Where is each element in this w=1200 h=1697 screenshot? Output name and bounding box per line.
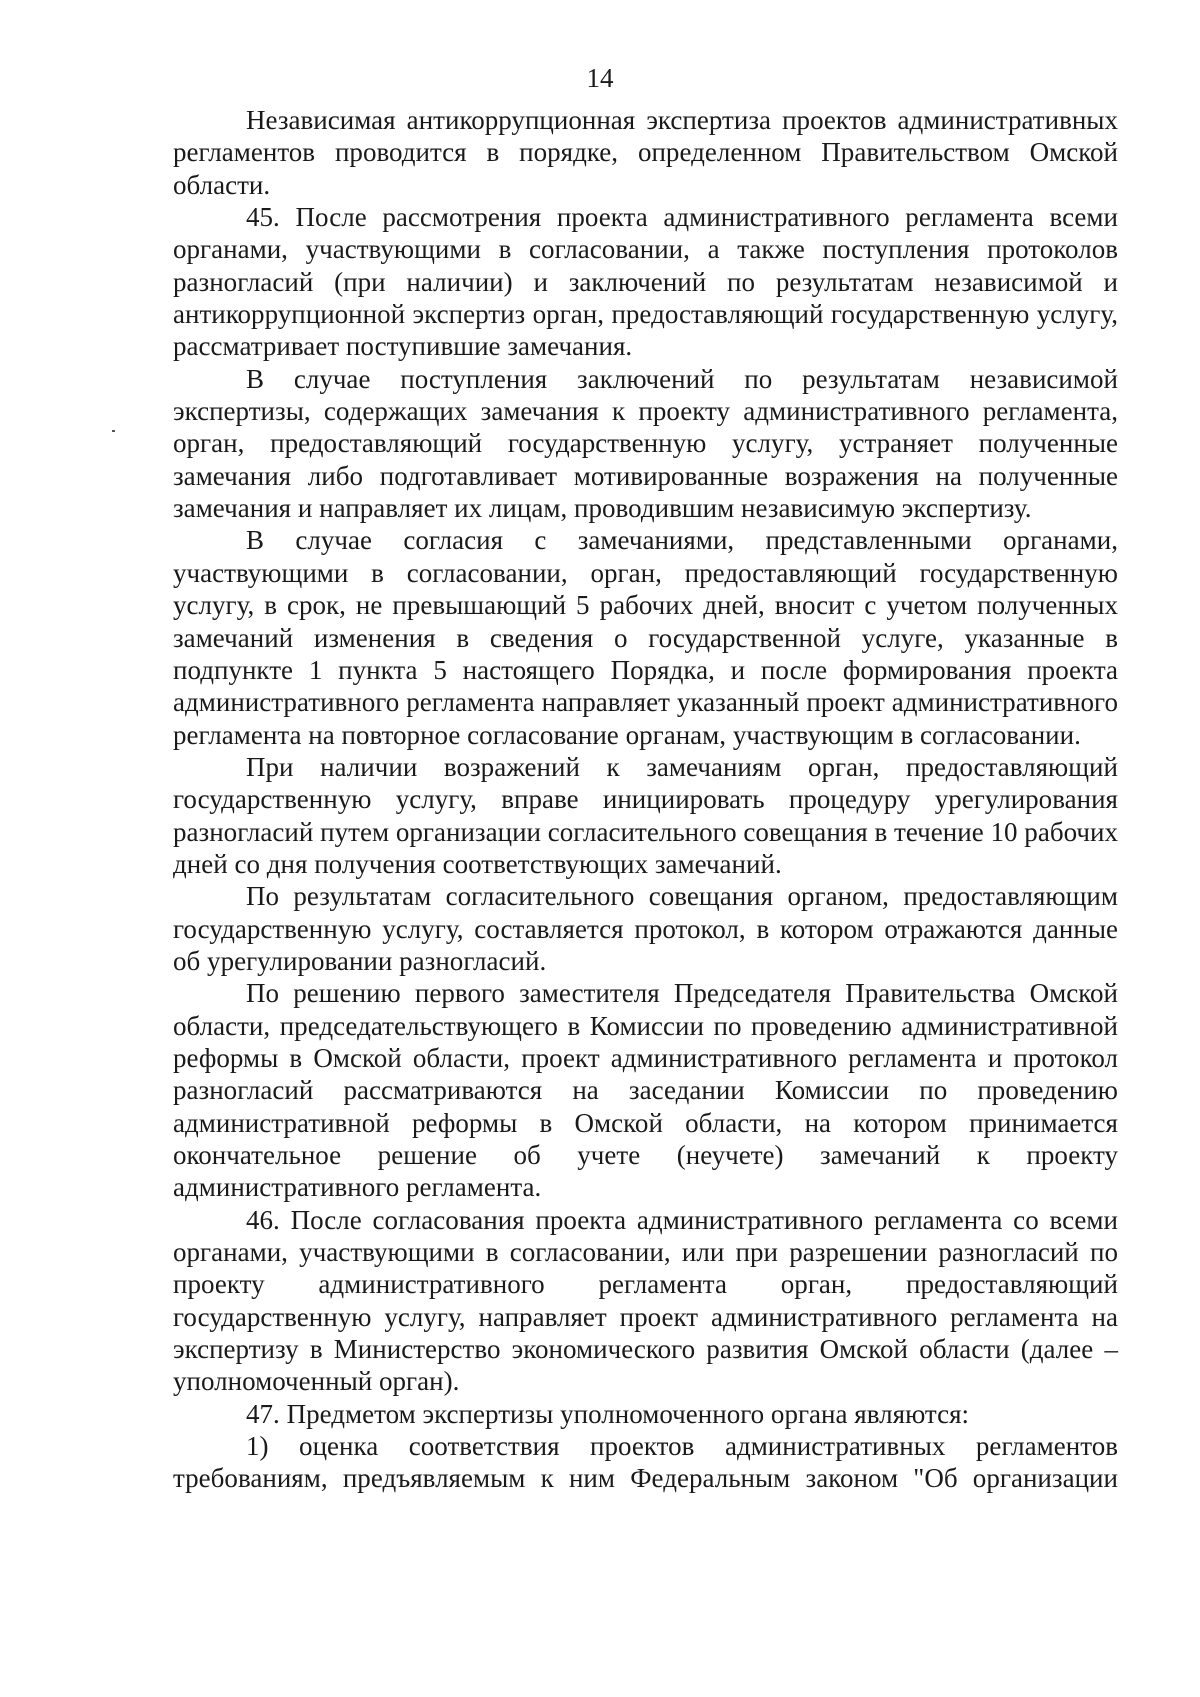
document-body (173, 104, 1118, 1495)
page-number: 14 (586, 63, 614, 93)
paragraph-independent-expertise: В случае поступления заключений по результатам независимой экспертизы, содержащих замечания к проекту административного регламента, орган, предоставляющий государственную услугу, устраняет полученные замечания либо подготавливает мотивированные возражения на полученные замечания и направляет их лицам, проводившим независимую экспертизу. (173, 363, 1118, 524)
paragraph-item-45: 45. После рассмотрения проекта административного регламента всеми органами, участвующими в согласовании, а также поступления протоколов разногласий (при наличии) и заключений по результатам независимой и антикоррупционной экспертиз орган, предоставляющий государственную услугу, рассматривает поступившие замечания. (173, 202, 1118, 362)
paragraph-item-46: 46. После согласования проекта административного регламента со всеми органами, участвующими в согласовании, или при разрешении разногласий по проекту административного регламента орган, предоставляющий государственную услугу, направляет проект административного регламента на экспертизу в Министерство экономического развития Омской области (далее – уполномоченный орган). (173, 1204, 1118, 1397)
paragraph-agreement-with-remarks: В случае согласия с замечаниями, представленными органами, участвующими в согласовании, орган, предоставляющий государственную услугу, в срок, не превышающий 5 рабочих дней, вносит с учетом полученных замечаний изменения в сведения о государственной услуге, указанные в подпункте 1 пункта 5 настоящего Порядка, и после формирования проекта административного регламента направляет указанный проект административного регламента на повторное согласование органам, участвующим в согласовании. (173, 525, 1118, 750)
paragraph-subitem-1: 1) оценка соответствия проектов административных регламентов требованиям, предъявляемым к ним Федеральным законом "Об организации (173, 1431, 1118, 1494)
paragraph-expertise-order: Независимая антикоррупционная экспертиза проектов административных регламентов проводится в порядке, определенном Правительством Омской области. (173, 105, 1118, 200)
paragraph-item-47: 47. Предметом экспертизы уполномоченного органа являются: (246, 1398, 970, 1429)
paragraph-meeting-results: По результатам согласительного совещания органом, предоставляющим государственную услугу, составляется протокол, в котором отражаются данные об урегулировании разногласий. (173, 881, 1118, 976)
scan-artifact (112, 430, 115, 432)
paragraph-objections: При наличии возражений к замечаниям орган, предоставляющий государственную услугу, вправе инициировать процедуру урегулирования разногласий путем организации согласительного совещания в течение 10 рабочих дней со дня получения соответствующих замечаний. (173, 751, 1118, 879)
paragraph-commission-decision: По решению первого заместителя Председателя Правительства Омской области, председательствующего в Комиссии по проведению административной реформы в Омской области, проект административного регламента и протокол разногласий рассматриваются на заседании Комиссии по проведению административной реформы в Омской области, на котором принимается окончательное решение об учете (неучете) замечаний к проекту административного регламента. (173, 978, 1118, 1203)
